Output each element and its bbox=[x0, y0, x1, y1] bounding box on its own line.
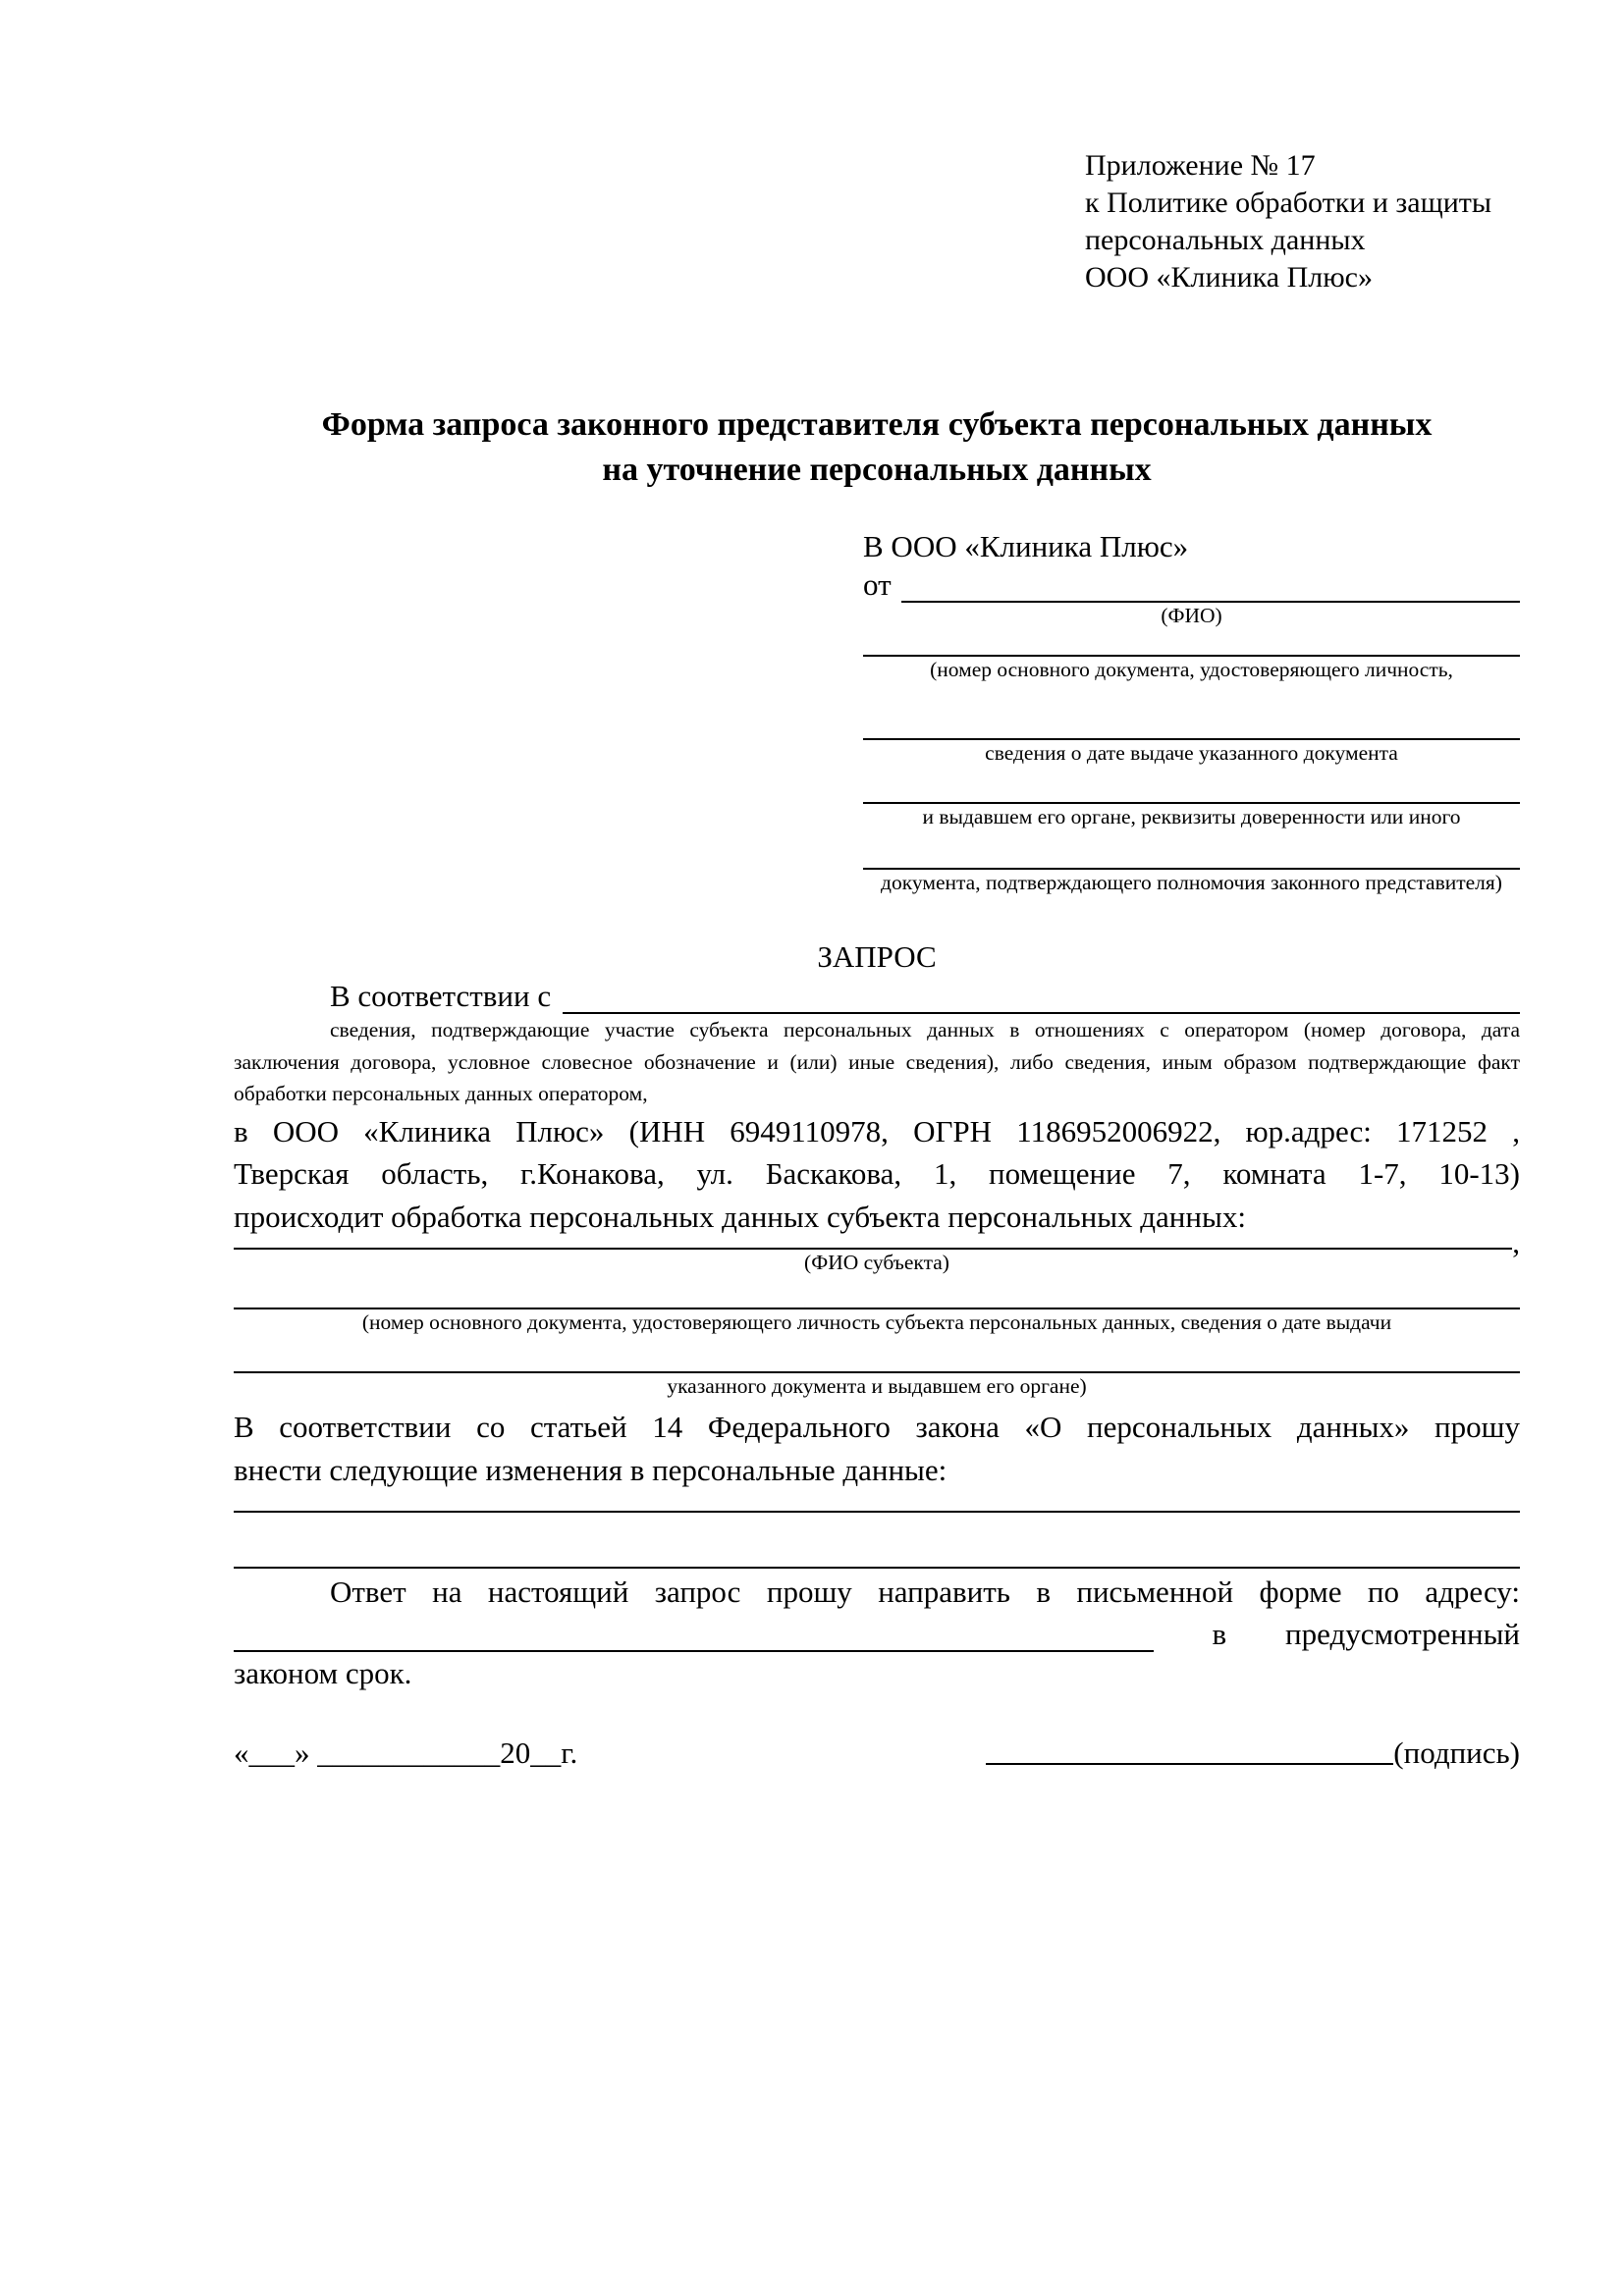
appendix-line-1: Приложение № 17 bbox=[1085, 149, 1316, 182]
subject-fio-field-row bbox=[234, 1225, 1520, 1259]
answer-address-field-row bbox=[234, 1613, 1520, 1652]
basis-footnote-line-3: обработки персональных данных оператором, bbox=[234, 1082, 648, 1105]
appendix-line-2: к Политике обработки и защиты bbox=[1085, 187, 1492, 219]
document-title-line-2: на уточнение персональных данных bbox=[602, 452, 1152, 488]
basis-footnote-line-1: сведения, подтверждающие участие субъекта персональных данных в отношениях с оператором (номер договора, дата bbox=[330, 1018, 1520, 1041]
operator-paragraph-line-1: в ООО «Клиника Плюс» (ИНН 6949110978, ОГРН 1186952006922, юр.адрес: 171252 , bbox=[234, 1113, 1520, 1148]
date-blank-field[interactable]: «___» ____________20__г. bbox=[234, 1735, 578, 1770]
document-title bbox=[234, 402, 1520, 493]
representative-doc-caption-2: сведения о дате выдаче указанного документа bbox=[985, 741, 1398, 765]
representative-doc-caption-1: (номер основного документа, удостоверяющего личность, bbox=[930, 658, 1453, 681]
subject-doc-caption-2: указанного документа и выдавшем его органе) bbox=[667, 1374, 1087, 1398]
operator-paragraph bbox=[234, 1110, 1520, 1239]
law-paragraph-line-1: В соответствии со статьей 14 Федерального закона «О персональных данных» прошу bbox=[234, 1410, 1520, 1444]
appendix-line-3: персональных данных bbox=[1085, 224, 1366, 256]
request-heading: ЗАПРОС bbox=[817, 939, 937, 974]
subject-doc-number-blank-line[interactable] bbox=[234, 1276, 1520, 1309]
subject-fio-caption: (ФИО субъекта) bbox=[804, 1251, 949, 1274]
basis-footnote bbox=[234, 1014, 1520, 1110]
subject-fio-trailing-comma: , bbox=[1512, 1225, 1520, 1259]
basis-footnote-line-2: заключения договора, условное словесное обозначение и (или) иные сведения), либо сведения, иным образом подтверждающие факт bbox=[234, 1049, 1520, 1074]
from-label: от bbox=[863, 567, 892, 602]
law-paragraph-line-2: внести следующие изменения в персональные данные: bbox=[234, 1452, 947, 1487]
operator-paragraph-line-3: происходит обработка персональных данных субъекта персональных данных: bbox=[234, 1199, 1246, 1234]
subject-doc-caption-1: (номер основного документа, удостоверяющего личность субъекта персональных данных, сведения о дате выдачи bbox=[361, 1310, 1392, 1334]
changes-blank-line-2[interactable] bbox=[234, 1513, 1520, 1569]
signature-group bbox=[986, 1735, 1520, 1771]
subject-doc-issuer-blank-line[interactable] bbox=[234, 1336, 1520, 1373]
operator-paragraph-line-2: Тверская область, г.Конакова, ул. Баскакова, 1, помещение 7, комната 1-7, 10-13) bbox=[234, 1156, 1520, 1191]
addressee-organization: В ООО «Клиника Плюс» bbox=[863, 529, 1189, 563]
representative-powers-doc-blank-line[interactable] bbox=[863, 830, 1520, 870]
representative-doc-caption-3: и выдавшем его органе, реквизиты доверенности или иного bbox=[922, 805, 1461, 828]
appendix-block bbox=[1085, 147, 1520, 296]
basis-field-row bbox=[234, 979, 1520, 1014]
date-signature-row bbox=[234, 1735, 1520, 1771]
representative-doc-authority-blank-line[interactable] bbox=[863, 767, 1520, 804]
answer-paragraph-line-1: Ответ на настоящий запрос прошу направить в письменной форме по адресу: bbox=[330, 1575, 1520, 1609]
addressee-block bbox=[863, 526, 1520, 896]
representative-doc-number-blank-line[interactable] bbox=[863, 629, 1520, 657]
representative-doc-caption-4: документа, подтверждающего полномочия законного представителя) bbox=[881, 871, 1502, 894]
representative-doc-issue-date-blank-line[interactable] bbox=[863, 683, 1520, 740]
signature-caption: (подпись) bbox=[1393, 1735, 1520, 1770]
law-paragraph bbox=[234, 1406, 1520, 1491]
answer-paragraph-line-3: законом срок. bbox=[234, 1656, 412, 1690]
appendix-line-4: ООО «Клиника Плюс» bbox=[1085, 261, 1373, 294]
from-field-row bbox=[863, 567, 1520, 603]
fio-caption: (ФИО) bbox=[1161, 604, 1222, 627]
document-title-line-1: Форма запроса законного представителя субъекта персональных данных bbox=[321, 406, 1433, 443]
changes-blank-line-1[interactable] bbox=[234, 1491, 1520, 1513]
answer-word-v: в bbox=[1212, 1617, 1227, 1651]
basis-label: В соответствии с bbox=[330, 979, 552, 1013]
answer-word-predusmotrenny: предусмотренный bbox=[1285, 1617, 1520, 1651]
signature-blank-line[interactable] bbox=[986, 1762, 1393, 1765]
